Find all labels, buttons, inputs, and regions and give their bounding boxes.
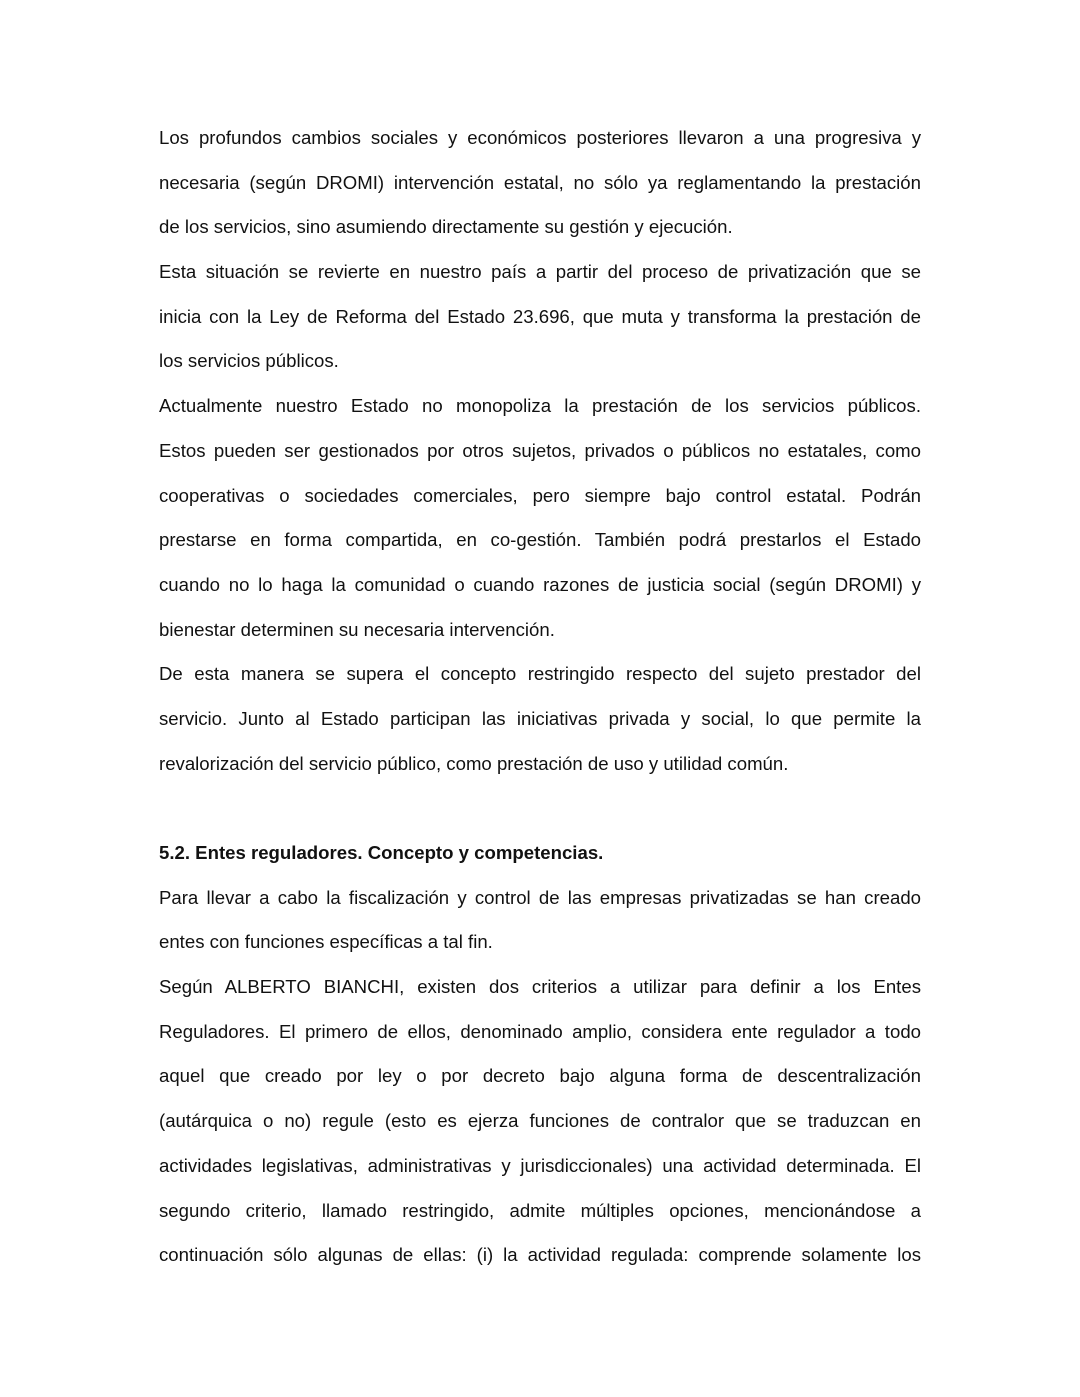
text-line: Estos pueden ser gestionados por otros sujetos, privados o públicos no estatales, como (159, 439, 921, 461)
section-heading: 5.2. Entes reguladores. Concepto y competencias. (159, 842, 604, 863)
text-line: cuando no lo haga la comunidad o cuando razones de justicia social (según DROMI) y (159, 573, 921, 595)
text-line: Los profundos cambios sociales y económicos posteriores llevaron a una progresiva y (159, 127, 921, 148)
spacer (159, 794, 921, 839)
document-page (159, 124, 921, 1286)
text-line: necesaria (según DROMI) intervención estatal, no sólo ya reglamentando la prestación (159, 171, 921, 193)
text-line: bienestar determinen su necesaria intervención. (159, 618, 555, 640)
text-line: servicio. Junto al Estado participan las iniciativas privada y social, lo que permite la (159, 707, 921, 729)
text-line: cooperativas o sociedades comerciales, pero siempre bajo control estatal. Podrán (159, 484, 921, 506)
text-line: actividades legislativas, administrativas y jurisdiccionales) una actividad determinada. El (159, 1154, 921, 1176)
text-line: de los servicios, sino asumiendo directamente su gestión y ejecución. (159, 216, 733, 238)
text-line: los servicios públicos. (159, 350, 339, 372)
text-line: Para llevar a cabo la fiscalización y control de las empresas privatizadas se han creado (159, 886, 921, 908)
paragraph (159, 973, 921, 1286)
paragraph (159, 124, 921, 258)
text-line: segundo criterio, llamado restringido, admite múltiples opciones, mencionándose a (159, 1199, 921, 1221)
text-line: Actualmente nuestro Estado no monopoliza la prestación de los servicios públicos. (159, 395, 921, 417)
paragraph (159, 884, 921, 973)
text-line: inicia con la Ley de Reforma del Estado 23.696, que muta y transforma la prestación de (159, 305, 921, 327)
text-line: prestarse en forma compartida, en co-gestión. También podrá prestarlos el Estado (159, 529, 921, 551)
text-line: Esta situación se revierte en nuestro país a partir del proceso de privatización que se (159, 261, 921, 283)
paragraph (159, 660, 921, 794)
text-line: entes con funciones específicas a tal fin. (159, 931, 493, 953)
text-line: continuación sólo algunas de ellas: (i) la actividad regulada: comprende solamente los (159, 1244, 921, 1266)
text-line: (autárquica o no) regule (esto es ejerza funciones de contralor que se traduzcan en (159, 1110, 921, 1132)
text-line: revalorización del servicio público, como prestación de uso y utilidad común. (159, 752, 789, 774)
paragraph (159, 258, 921, 392)
text-line: aquel que creado por ley o por decreto bajo alguna forma de descentralización (159, 1065, 921, 1087)
text-line: Reguladores. El primero de ellos, denominado amplio, considera ente regulador a todo (159, 1020, 921, 1042)
text-line: Según ALBERTO BIANCHI, existen dos criterios a utilizar para definir a los Entes (159, 976, 921, 998)
paragraph (159, 392, 921, 660)
text-line: De esta manera se supera el concepto restringido respecto del sujeto prestador del (159, 663, 921, 685)
